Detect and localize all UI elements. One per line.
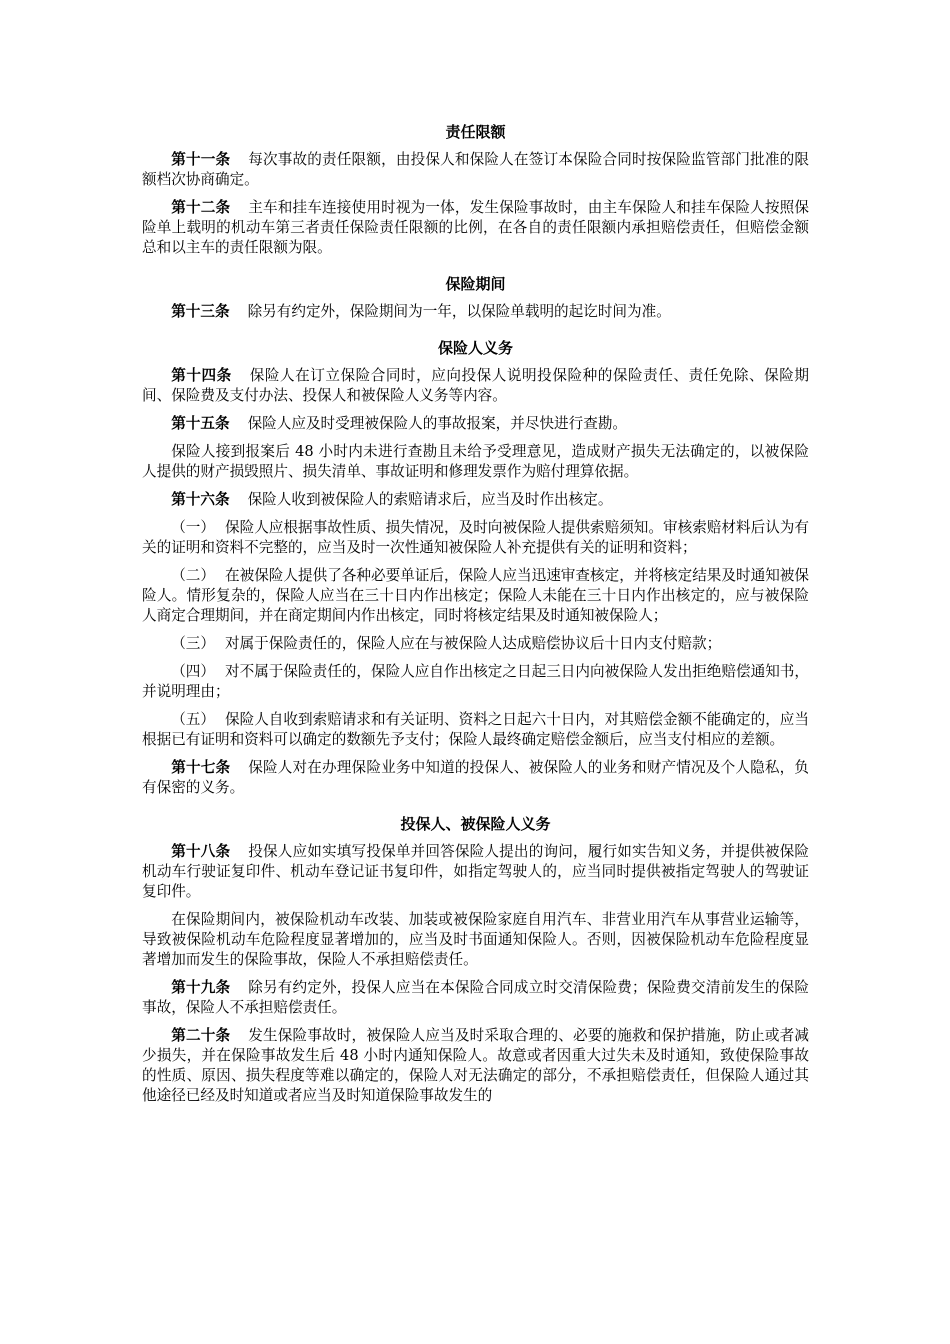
- article-text: 每次事故的责任限额，由投保人和保险人在签订本保险合同时按保险监管部门批准的限额档次协商确定。: [142, 151, 809, 188]
- list-item-paragraph: [142, 634, 809, 654]
- list-item-paragraph: [142, 566, 809, 626]
- article-paragraph: [142, 150, 809, 190]
- list-item-paragraph: [142, 518, 809, 558]
- article-text: 除另有约定外，保险期间为一年，以保险单载明的起讫时间为准。: [247, 303, 671, 320]
- list-item-text: 保险人应根据事故性质、损失情况，及时向被保险人提供索赔须知。审核索赔材料后认为有关的证明和资料不完整的，应当及时一次性通知被保险人补充提供有关的证明和资料；: [142, 519, 809, 556]
- article-text: 除另有约定外，投保人应当在本保险合同成立时交清保险费；保险费交清前发生的保险事故，保险人不承担赔偿责任。: [142, 979, 809, 1016]
- article-paragraph: [142, 978, 809, 1018]
- article-label: 第十二条: [171, 199, 231, 216]
- article-text: 保险人应及时受理被保险人的事故报案，并尽快进行查勘。: [247, 415, 628, 432]
- article-text: 主车和挂车连接使用时视为一体，发生保险事故时，由主车保险人和挂车保险人按照保险单上载明的机动车第三者责任保险责任限额的比例，在各自的责任限额内承担赔偿责任，但赔偿金额总和以主车的责任限额为限。: [142, 199, 809, 256]
- article-paragraph: [142, 198, 809, 258]
- section-heading: 责任限额: [445, 123, 506, 141]
- document-page: [142, 122, 809, 1114]
- article-text: 投保人应如实填写投保单并回答保险人提出的询问，履行如实告知义务，并提供被保险机动车行驶证复印件、机动车登记证书复印件，如指定驾驶人的，应当同时提供被指定驾驶人的驾驶证复印件。: [142, 843, 809, 900]
- section-heading: 投保人、被保险人义务: [400, 815, 551, 833]
- section-heading: 保险期间: [445, 275, 506, 293]
- list-item-text: 对属于保险责任的，保险人应在与被保险人达成赔偿协议后十日内支付赔款；: [224, 635, 722, 652]
- article-label: 第十八条: [171, 843, 231, 860]
- article-text: 保险人收到被保险人的索赔请求后，应当及时作出核定。: [247, 491, 613, 508]
- list-item-number: （二）: [171, 567, 215, 584]
- article-paragraph: [142, 758, 809, 798]
- article-label: 第十五条: [171, 415, 230, 432]
- article-label: 第十一条: [171, 151, 231, 168]
- list-item-paragraph: [142, 662, 809, 702]
- section-heading: 保险人义务: [437, 339, 513, 357]
- article-paragraph: [142, 1026, 809, 1106]
- article-paragraph: [142, 302, 809, 322]
- list-item-paragraph: [142, 710, 809, 750]
- article-label: 第十九条: [171, 979, 231, 996]
- list-item-number: （三）: [171, 635, 215, 652]
- article-text: 发生保险事故时，被保险人应当及时采取合理的、必要的施救和保护措施，防止或者减少损失，并在保险事故发生后 48 小时内通知保险人。故意或者因重大过失未及时通知，致使保险事故的性质、原因、损失程度等难以确定的，保险人对无法确定的部分，不承担赔偿责任，但保险人通过其他途径已经及时知道或者应当及时知道保险事故发生的: [142, 1027, 809, 1104]
- article-label: 第十六条: [171, 491, 230, 508]
- article-text: 保险人在订立保险合同时，应向投保人说明投保险种的保险责任、责任免除、保险期间、保险费及支付办法、投保人和被保险人义务等内容。: [142, 367, 809, 404]
- article-paragraph: [142, 490, 809, 510]
- article-label: 第十四条: [171, 367, 232, 384]
- list-item-number: （五）: [171, 711, 215, 728]
- list-item-text: 保险人自收到索赔请求和有关证明、资料之日起六十日内，对其赔偿金额不能确定的，应当根据已有证明和资料可以确定的数额先予支付；保险人最终确定赔偿金额后，应当支付相应的差额。: [142, 711, 809, 748]
- continuation-paragraph: 保险人接到报案后 48 小时内未进行查勘且未给予受理意见，造成财产损失无法确定的，以被保险人提供的财产损毁照片、损失清单、事故证明和修理发票作为赔付理算依据。: [142, 443, 809, 480]
- list-item-number: （四）: [171, 663, 215, 680]
- article-paragraph: [142, 366, 809, 406]
- article-text: 保险人对在办理保险业务中知道的投保人、被保险人的业务和财产情况及个人隐私，负有保密的义务。: [142, 759, 809, 796]
- article-paragraph: [142, 842, 809, 902]
- article-label: 第十三条: [171, 303, 230, 320]
- article-label: 第十七条: [171, 759, 231, 776]
- list-item-number: （一）: [171, 519, 215, 536]
- continuation-paragraph: 在保险期间内，被保险机动车改装、加装或被保险家庭自用汽车、非营业用汽车从事营业运输等，导致被保险机动车危险程度显著增加的，应当及时书面通知保险人。否则，因被保险机动车危险程度显著增加而发生的保险事故，保险人不承担赔偿责任。: [142, 911, 809, 968]
- article-paragraph: [142, 414, 809, 434]
- list-item-text: 对不属于保险责任的，保险人应自作出核定之日起三日内向被保险人发出拒绝赔偿通知书，并说明理由；: [142, 663, 809, 700]
- article-label: 第二十条: [171, 1027, 231, 1044]
- list-item-text: 在被保险人提供了各种必要单证后，保险人应当迅速审查核定，并将核定结果及时通知被保险人。情形复杂的，保险人应当在三十日内作出核定；保险人未能在三十日内作出核定的，应与被保险人商定合理期间，并在商定期间内作出核定，同时将核定结果及时通知被保险人；: [142, 567, 809, 624]
